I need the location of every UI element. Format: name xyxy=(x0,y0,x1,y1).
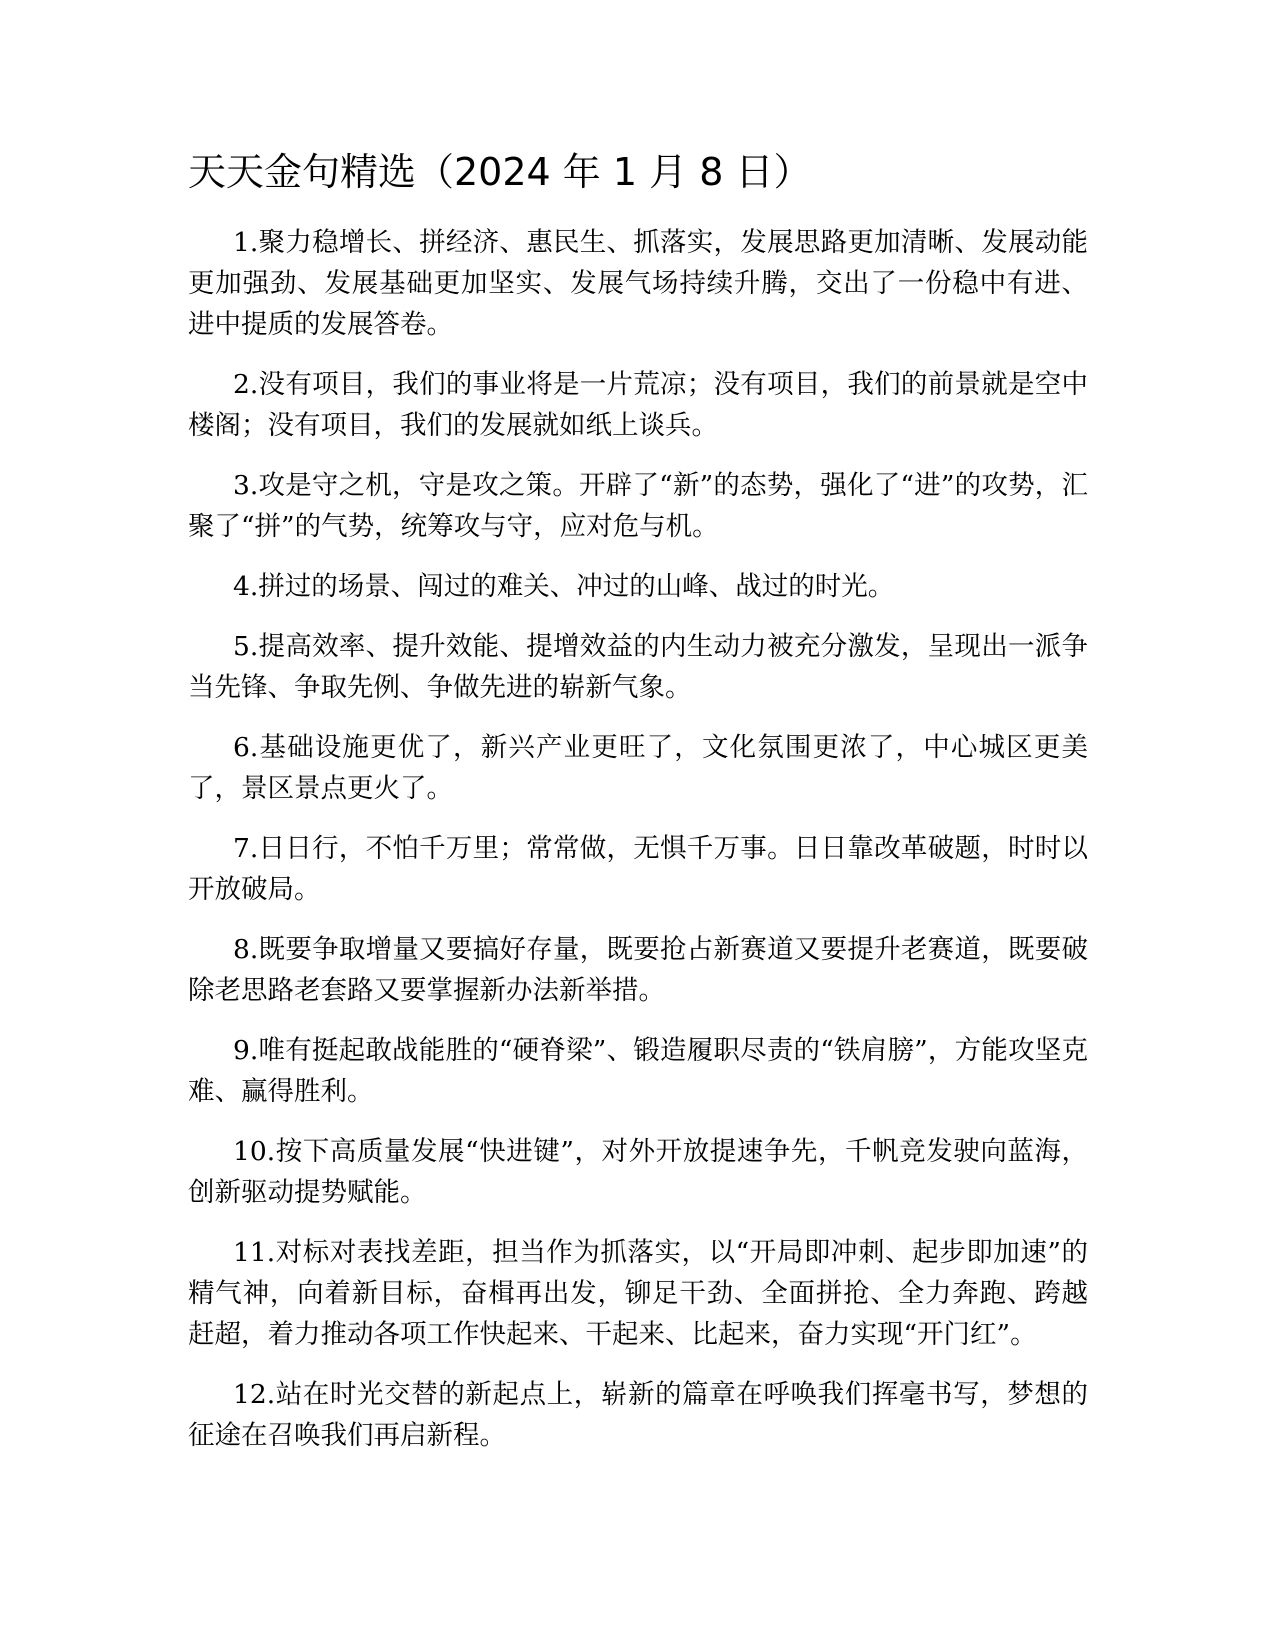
quote-paragraph: 2.没有项目，我们的事业将是一片荒凉；没有项目，我们的前景就是空中楼阁；没有项目，我们的发展就如纸上谈兵。 xyxy=(188,368,1088,441)
document-page xyxy=(188,150,1088,1475)
quote-paragraph: 10.按下高质量发展“快进键”，对外开放提速争先，千帆竞发驶向蓝海，创新驱动提势赋能。 xyxy=(188,1135,1088,1208)
document-title: 天天金句精选（2024 年 1 月 8 日） xyxy=(188,150,812,194)
quote-paragraph: 9.唯有挺起敢战能胜的“硬脊梁”、锻造履职尽责的“铁肩膀”，方能攻坚克难、赢得胜利。 xyxy=(188,1034,1088,1107)
quote-paragraph: 4.拼过的场景、闯过的难关、冲过的山峰、战过的时光。 xyxy=(233,570,895,602)
quote-paragraph: 7.日日行，不怕千万里；常常做，无惧千万事。日日靠改革破题，时时以开放破局。 xyxy=(188,832,1088,905)
quote-paragraph: 3.攻是守之机，守是攻之策。开辟了“新”的态势，强化了“进”的攻势，汇聚了“拼”的气势，统筹攻与守，应对危与机。 xyxy=(188,469,1088,542)
quote-paragraph: 11.对标对表找差距，担当作为抓落实，以“开局即冲刺、起步即加速”的精气神，向着新目标，奋楫再出发，铆足干劲、全面拼抢、全力奔跑、跨越赶超，着力推动各项工作快起来、干起来、比起来，奋力实现“开门红”。 xyxy=(188,1236,1088,1350)
quote-paragraph: 8.既要争取增量又要搞好存量，既要抢占新赛道又要提升老赛道，既要破除老思路老套路又要掌握新办法新举措。 xyxy=(188,933,1088,1006)
quote-paragraph: 6.基础设施更优了，新兴产业更旺了，文化氛围更浓了，中心城区更美了，景区景点更火了。 xyxy=(188,731,1088,804)
quote-paragraph: 1.聚力稳增长、拼经济、惠民生、抓落实，发展思路更加清晰、发展动能更加强劲、发展基础更加坚实、发展气场持续升腾，交出了一份稳中有进、进中提质的发展答卷。 xyxy=(188,226,1088,340)
quote-paragraph: 5.提高效率、提升效能、提增效益的内生动力被充分激发，呈现出一派争当先锋、争取先例、争做先进的崭新气象。 xyxy=(188,630,1088,703)
quote-paragraph: 12.站在时光交替的新起点上，崭新的篇章在呼唤我们挥毫书写，梦想的征途在召唤我们再启新程。 xyxy=(188,1378,1088,1451)
